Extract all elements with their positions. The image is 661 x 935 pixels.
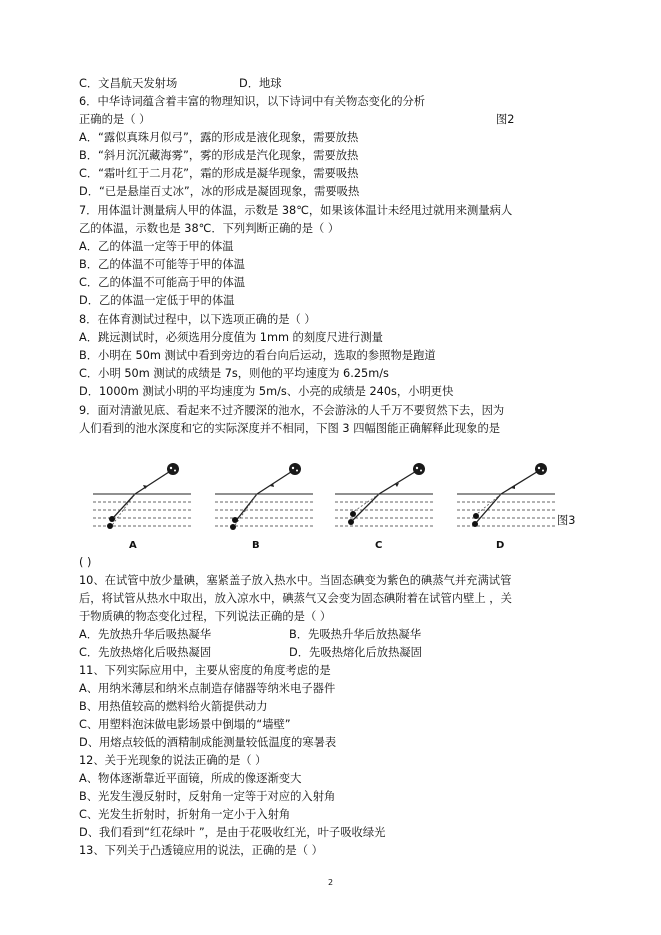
option-d-prev: D．地球 (239, 77, 282, 90)
q11-stem: 11、下列实际应用中，主要从密度的角度考虑的是 (79, 664, 331, 677)
q12-option-a: A、物体逐渐靠近平面镜，所成的像逐渐变大 (79, 772, 302, 785)
q6-stem: 6．中华诗词蕴含着丰富的物理知识，以下诗词中有关物态变化的分析 (79, 95, 426, 108)
q11-option-a: A、用纳米薄层和纳米点制造存储器等纳米电子器件 (79, 682, 336, 695)
q9-stem-2: 人们看到的池水深度和它的实际深度并不相同，下图 3 四幅图能正确解释此现象的是 (79, 422, 501, 435)
q10-option-d: D．先吸热熔化后放热凝固 (289, 646, 422, 659)
diagram-c-label: C (375, 540, 383, 551)
q11-option-b: B、用热值较高的燃料给火箭提供动力 (79, 700, 268, 713)
diagram-a (93, 463, 191, 529)
q8-option-b: B．小明在 50m 测试中看到旁边的看台向后运动，选取的参照物是跑道 (79, 349, 436, 362)
q13-stem: 13、下列关于凸透镜应用的说法，正确的是（ ） (79, 844, 323, 857)
q8-option-a: A．跳远测试时，必须选用分度值为 1mm 的刻度尺进行测量 (79, 331, 383, 344)
page-number: 2 (327, 878, 334, 887)
q11-option-d: D、用熔点较低的酒精制成能测量较低温度的寒暑表 (79, 736, 337, 749)
diagram-b-label: B (252, 540, 260, 551)
q10-stem: 10、在试管中放少量碘，塞紧盖子放入热水中。当固态碘变为紫色的碘蒸气并充满试管 (79, 574, 512, 587)
figure-3-caption: 图3 (557, 514, 576, 527)
q6-option-a: A．“露似真珠月似弓”，露的形成是液化现象，需要放热 (79, 131, 359, 144)
q10-stem-2: 后，将试管从热水中取出，放入凉水中，碘蒸气又会变为固态碘附着在试管内壁上 ，关 (79, 592, 512, 605)
q8-stem: 8．在体育测试过程中，以下选项正确的是（ ） (79, 313, 316, 326)
q7-stem: 7．用体温计测量病人甲的体温，示数是 38℃，如果该体温计未经甩过就用来测量病人 (79, 204, 513, 217)
q7-option-d: D．乙的体温一定低于甲的体温 (79, 294, 235, 307)
q12-option-d: D、我们看到“红花绿叶 ”，是由于花吸收红光，叶子吸收绿光 (79, 826, 386, 839)
q8-option-c: C．小明 50m 测试的成绩是 7s，则他的平均速度为 6.25m/s (79, 367, 389, 380)
diagram-d-label: D (496, 540, 505, 551)
q10-option-a: A．先放热升华后吸热凝华 (79, 628, 211, 641)
diagram-a-label: A (129, 540, 137, 551)
q6-option-c: C．“霜叶红于二月花”，霜的形成是凝华现象，需要吸热 (79, 167, 359, 180)
q11-option-c: C、用塑料泡沫做电影场景中倒塌的“墙壁” (79, 718, 291, 731)
diagram-b (215, 463, 313, 530)
q6-option-d: D．“已是悬崖百丈冰”，冰的形成是凝固现象，需要吸热 (79, 185, 360, 198)
q10-stem-3: 于物质碘的物态变化过程，下列说法正确的是（ ） (79, 610, 332, 623)
figure-3-refraction (85, 442, 565, 554)
q12-option-c: C、光发生折射时，折射角一定小于入射角 (79, 808, 291, 821)
q9-stem: 9．面对清澈见底、看起来不过齐腰深的池水，不会游泳的人千万不要贸然下去，因为 (79, 404, 505, 417)
q7-stem-2: 乙的体温，示数也是 38℃．下列判断正确的是（ ） (79, 222, 340, 235)
q10-option-b: B．先吸热升华后放热凝华 (289, 628, 422, 641)
q6-stem-2: 正确的是（ ） (79, 113, 151, 126)
diagram-d (457, 463, 555, 527)
q6-option-b: B．“斜月沉沉藏海雾”，雾的形成是汽化现象，需要放热 (79, 149, 359, 162)
q7-option-c: C．乙的体温不可能高于甲的体温 (79, 276, 246, 289)
q12-stem: 12、关于光现象的说法正确的是（ ） (79, 754, 267, 767)
q10-option-c: C．先放热熔化后吸热凝固 (79, 646, 212, 659)
q6-figure-label: 图2 (496, 113, 515, 126)
q7-option-a: A．乙的体温一定等于甲的体温 (79, 240, 234, 253)
q9-answer-blank: ( ) (79, 556, 92, 569)
option-c-prev: C．文昌航天发射场 (79, 77, 178, 90)
q7-option-b: B．乙的体温不可能等于甲的体温 (79, 258, 245, 271)
q8-option-d: D．1000m 测试小明的平均速度为 5m/s、小亮的成绩是 240s，小明更快 (79, 385, 454, 398)
diagram-c (335, 463, 433, 526)
q12-option-b: B、光发生漫反射时，反射角一定等于对应的入射角 (79, 790, 336, 803)
